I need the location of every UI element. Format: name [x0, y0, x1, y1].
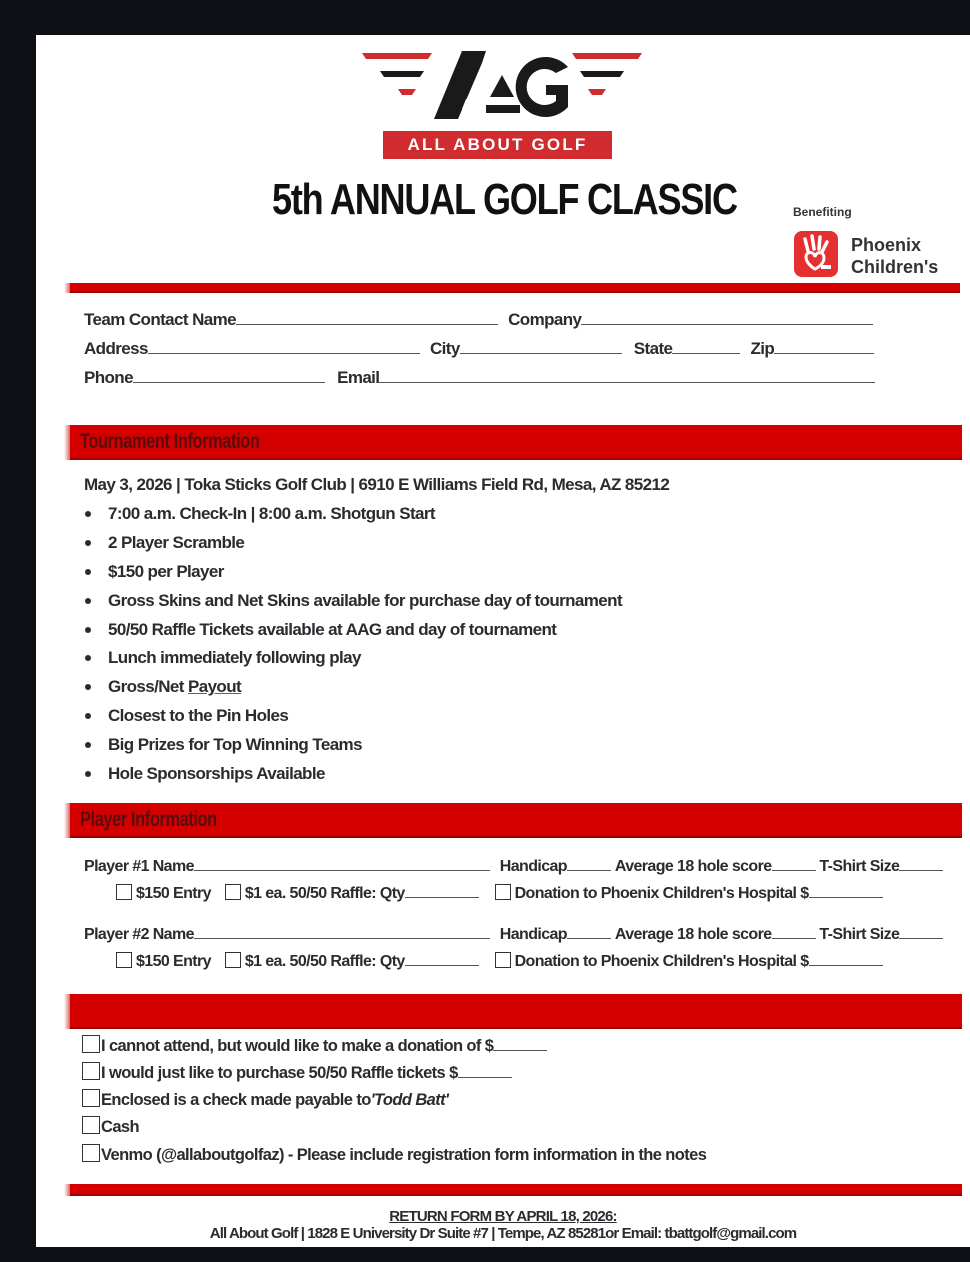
- player-2-avg-score-field[interactable]: [772, 924, 816, 939]
- player-1-handicap-label: Handicap: [499, 858, 567, 875]
- player-2-row: [84, 924, 943, 944]
- zip-field[interactable]: [774, 339, 874, 354]
- divider-bar: [70, 1184, 962, 1196]
- option-cannot-attend: [82, 1035, 547, 1056]
- player-2-raffle-checkbox[interactable]: [225, 952, 241, 968]
- bullet-icon: [85, 771, 91, 777]
- divider-bar: [70, 283, 960, 293]
- bullet-icon: [85, 511, 91, 517]
- phone-label: Phone: [84, 368, 133, 387]
- footer-email[interactable]: Email: tbattgolf@gmail.com: [621, 1225, 797, 1242]
- bullet-item: 2 Player Scramble: [82, 533, 622, 562]
- check-payee: 'Todd Batt': [370, 1091, 449, 1109]
- player-1-donation-checkbox[interactable]: [495, 884, 511, 900]
- bullet-icon: [85, 627, 91, 633]
- player-1-options: [116, 883, 883, 903]
- email-field[interactable]: [379, 368, 875, 383]
- option-check: [82, 1089, 448, 1110]
- player-2-entry-checkbox[interactable]: [116, 952, 132, 968]
- footer-or: or: [605, 1225, 619, 1242]
- check-label: Enclosed is a check made payable to: [101, 1091, 371, 1109]
- player-2-name-field[interactable]: [194, 924, 490, 939]
- bullet-item: $150 per Player: [82, 562, 622, 591]
- footer-address-line: [36, 1225, 970, 1242]
- registration-form-page: [36, 35, 970, 1247]
- state-field[interactable]: [672, 339, 740, 354]
- bullet-icon: [85, 742, 91, 748]
- bullet-icon: [85, 684, 91, 690]
- bullet-icon: [85, 655, 91, 661]
- aag-logo: [362, 45, 642, 160]
- donation-amount-field[interactable]: [493, 1036, 547, 1051]
- footer-address: All About Golf | 1828 E University Dr Suite #7 | Tempe, AZ 85281: [209, 1225, 606, 1242]
- player-info-heading: Player Information: [80, 808, 217, 831]
- zip-label: Zip: [750, 339, 775, 358]
- player-1-handicap-field[interactable]: [567, 856, 611, 871]
- player-1-tshirt-field[interactable]: [899, 856, 943, 871]
- address-field[interactable]: [148, 339, 420, 354]
- phone-field[interactable]: [133, 368, 325, 383]
- team-contact-name-field[interactable]: [236, 310, 498, 325]
- beneficiary-name-line2: Children's: [851, 257, 939, 277]
- company-label: Company: [508, 310, 582, 329]
- player-1-entry-checkbox[interactable]: [116, 884, 132, 900]
- email-label: Email: [337, 368, 380, 387]
- tournament-bullet-list: [82, 504, 622, 793]
- player-2-raffle-qty-field[interactable]: [405, 951, 479, 966]
- city-label: City: [429, 339, 460, 358]
- company-field[interactable]: [581, 310, 873, 325]
- player-1-name-label: Player #1 Name: [84, 858, 194, 875]
- player-1-donation-field[interactable]: [809, 883, 883, 898]
- raffle-only-checkbox[interactable]: [82, 1062, 100, 1080]
- player-1-avg-score-field[interactable]: [772, 856, 816, 871]
- player-1-avg-score-label: Average 18 hole score: [614, 858, 772, 875]
- cash-checkbox[interactable]: [82, 1116, 100, 1134]
- team-contact-name-label: Team Contact Name: [84, 310, 236, 329]
- venmo-checkbox[interactable]: [82, 1144, 100, 1162]
- player-1-raffle-checkbox[interactable]: [225, 884, 241, 900]
- venmo-label: Venmo (@allaboutgolfaz) - Please include registration form information in the notes: [101, 1146, 707, 1164]
- player-1-tshirt-label: T-Shirt Size: [819, 858, 900, 875]
- player-1-donation-label: Donation to Phoenix Children's Hospital $: [514, 885, 809, 902]
- logo-tagline: ALL ABOUT GOLF: [383, 131, 612, 159]
- bullet-icon: [85, 540, 91, 546]
- option-venmo: [82, 1144, 706, 1165]
- player-2-tshirt-field[interactable]: [899, 924, 943, 939]
- benefiting-label: Benefiting: [793, 205, 852, 219]
- bullet-item: 7:00 a.m. Check-In | 8:00 a.m. Shotgun Start: [82, 504, 622, 533]
- player-1-raffle-label: $1 ea. 50/50 Raffle: Qty: [244, 885, 405, 902]
- bullet-item: Hole Sponsorships Available: [82, 764, 622, 793]
- payout-link[interactable]: Payout: [187, 677, 242, 697]
- contact-row-2: [84, 339, 874, 359]
- phoenix-childrens-logo-text: [851, 234, 938, 278]
- contact-row-1: [84, 310, 873, 330]
- bullet-item: Gross Skins and Net Skins available for purchase day of tournament: [82, 591, 622, 620]
- player-2-tshirt-label: T-Shirt Size: [819, 926, 900, 943]
- page-title: 5th ANNUAL GOLF CLASSIC: [272, 175, 737, 224]
- tournament-details: May 3, 2026 | Toka Sticks Golf Club | 6910 E Williams Field Rd, Mesa, AZ 85212: [84, 475, 670, 494]
- cannot-attend-label: I cannot attend, but would like to make a donation of $: [101, 1037, 494, 1055]
- bullet-item: Gross/Net Payout: [82, 677, 622, 706]
- return-by-text: RETURN FORM BY APRIL 18, 2026:: [389, 1208, 617, 1225]
- player-2-donation-field[interactable]: [809, 951, 883, 966]
- player-2-avg-score-label: Average 18 hole score: [614, 926, 772, 943]
- beneficiary-name-line1: Phoenix: [851, 235, 922, 255]
- raffle-only-label: I would just like to purchase 50/50 Raffle tickets $: [101, 1064, 458, 1082]
- player-2-raffle-label: $1 ea. 50/50 Raffle: Qty: [244, 953, 405, 970]
- bullet-icon: [85, 569, 91, 575]
- check-checkbox[interactable]: [82, 1089, 100, 1107]
- player-1-name-field[interactable]: [194, 856, 490, 871]
- tournament-info-header: [70, 425, 962, 460]
- player-info-header: [70, 803, 962, 838]
- cash-label: Cash: [101, 1118, 139, 1136]
- player-2-options: [116, 951, 883, 971]
- bullet-item: Closest to the Pin Holes: [82, 706, 622, 735]
- hand-heart-icon: [794, 231, 838, 277]
- bullet-icon: [85, 598, 91, 604]
- player-2-donation-label: Donation to Phoenix Children's Hospital $: [514, 953, 809, 970]
- bullet-icon: [85, 713, 91, 719]
- contact-row-3: [84, 368, 875, 388]
- payment-options-header: [70, 994, 962, 1029]
- aag-wings-icon: [362, 45, 642, 131]
- player-2-handicap-field[interactable]: [567, 924, 611, 939]
- cannot-attend-checkbox[interactable]: [82, 1035, 100, 1053]
- bullet-item: 50/50 Raffle Tickets available at AAG and day of tournament: [82, 620, 622, 649]
- player-1-row: [84, 856, 943, 876]
- player-2-name-label: Player #2 Name: [84, 926, 194, 943]
- tournament-info-heading: Tournament Information: [80, 430, 260, 453]
- bullet-item: Big Prizes for Top Winning Teams: [82, 735, 622, 764]
- footer-return-by: [36, 1208, 970, 1225]
- state-label: State: [633, 339, 673, 358]
- address-label: Address: [84, 339, 148, 358]
- player-1-entry-label: $150 Entry: [136, 885, 211, 902]
- bullet-item: Lunch immediately following play: [82, 648, 622, 677]
- player-2-entry-label: $150 Entry: [136, 953, 211, 970]
- option-cash: [82, 1116, 139, 1137]
- player-2-donation-checkbox[interactable]: [495, 952, 511, 968]
- raffle-amount-field[interactable]: [458, 1063, 512, 1078]
- player-1-raffle-qty-field[interactable]: [405, 883, 479, 898]
- option-raffle-only: [82, 1062, 512, 1083]
- city-field[interactable]: [460, 339, 622, 354]
- player-2-handicap-label: Handicap: [499, 926, 567, 943]
